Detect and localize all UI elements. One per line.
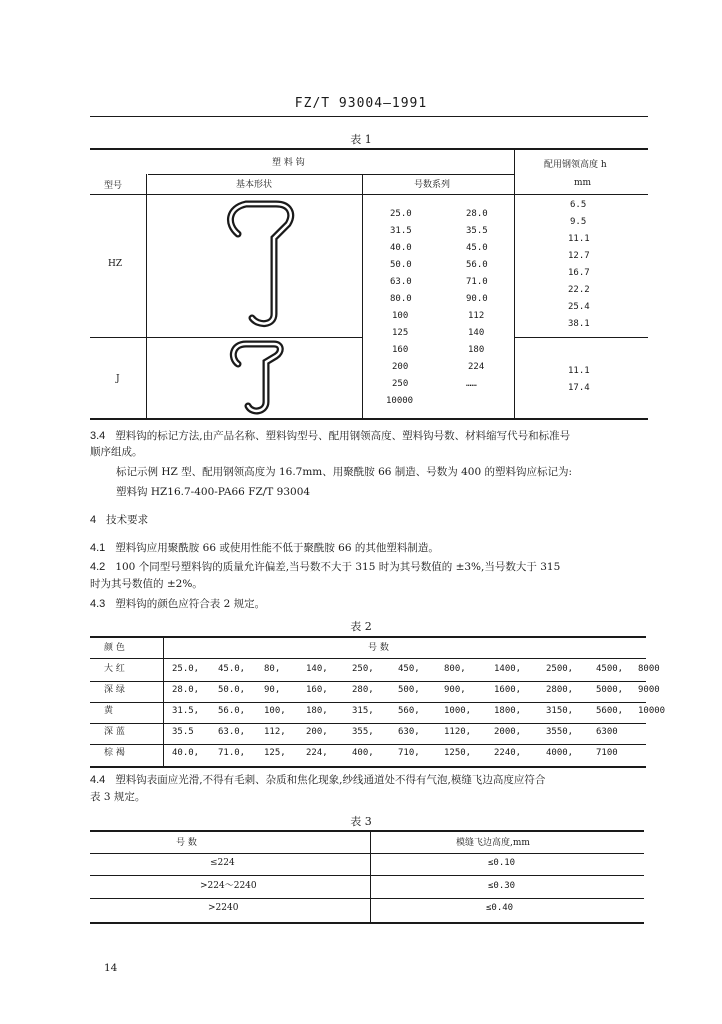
height-hz-4: 12.7 bbox=[568, 251, 590, 261]
table2-header-rule bbox=[90, 658, 646, 659]
table2-cell: 31.5, bbox=[172, 706, 200, 716]
table1-caption: 表 1 bbox=[350, 133, 372, 146]
series-left-1: 25.0 bbox=[390, 209, 412, 219]
table3-divider bbox=[370, 830, 371, 922]
sec34-text1: 塑料钩的标记方法,由产品名称、塑料钩型号、配用钢领高度、塑料钩号数、材料缩写代号和标准号 bbox=[115, 430, 571, 442]
series-right-9: 180 bbox=[468, 345, 485, 355]
sec44-number: 4.4 bbox=[90, 774, 106, 786]
table2-col-numbers: 号 数 bbox=[368, 643, 389, 653]
table1-model-divider bbox=[146, 174, 147, 418]
j-hook-shape bbox=[218, 338, 298, 420]
table2-cell: 10000 bbox=[638, 706, 666, 716]
series-left-9: 160 bbox=[392, 345, 409, 355]
table2-cell: 140, bbox=[306, 664, 328, 674]
height-hz-5: 16.7 bbox=[568, 268, 590, 278]
table3-col-flash: 模缝飞边高度,mm bbox=[456, 838, 530, 848]
series-right-6: 90.0 bbox=[466, 294, 488, 304]
table2-cell: 2800, bbox=[546, 685, 574, 695]
series-right-11: …… bbox=[466, 379, 477, 389]
table2-cell: 2000, bbox=[494, 727, 522, 737]
table1-header-rule bbox=[90, 194, 648, 195]
sec34-example: 标记示例 HZ 型、配用钢领高度为 16.7mm、用聚酰胺 66 制造、号数为 400 的塑料钩应标记为: bbox=[116, 466, 573, 478]
table1-subheader-rule bbox=[148, 174, 514, 175]
table3-bottom-rule bbox=[90, 922, 644, 924]
sec34-mark: 塑料钩 HZ16.7-400-PA66 FZ/T 93004 bbox=[116, 486, 311, 498]
model-hz: HZ bbox=[108, 259, 123, 269]
height-j-1: 11.1 bbox=[568, 366, 590, 376]
table3-row-rule-1 bbox=[90, 875, 644, 876]
table2-row-color: 深 绿 bbox=[104, 685, 125, 695]
table1-bottom-rule bbox=[90, 418, 648, 420]
sec4-title: 技术要求 bbox=[106, 514, 149, 526]
table2-row-color: 大 红 bbox=[104, 664, 125, 674]
table1-height-rule bbox=[514, 337, 648, 338]
table2-cell: 4500, bbox=[596, 664, 624, 674]
series-left-4: 50.0 bbox=[390, 260, 412, 270]
table2-row-color: 棕 褐 bbox=[104, 748, 125, 758]
sec43-line bbox=[90, 596, 265, 612]
sec34-line1 bbox=[90, 428, 650, 444]
sec34-number: 3.4 bbox=[90, 430, 106, 442]
sec41-line bbox=[90, 540, 439, 556]
table2-cell: 1600, bbox=[494, 685, 522, 695]
table3-range-2: >224～2240 bbox=[200, 881, 257, 891]
table3-top-rule bbox=[90, 830, 644, 832]
table3-value-2: ≤0.30 bbox=[488, 881, 516, 891]
model-j: J bbox=[116, 374, 120, 384]
table2-cell: 180, bbox=[306, 706, 328, 716]
table1-shape-divider bbox=[362, 174, 363, 418]
height-j-2: 17.4 bbox=[568, 383, 590, 393]
sec42-text2: 时为其号数值的 ±2%。 bbox=[90, 578, 203, 590]
hz-hook-shape bbox=[208, 196, 308, 336]
table1-col-height-unit: mm bbox=[574, 178, 592, 188]
series-left-8: 125 bbox=[392, 328, 409, 338]
series-left-2: 31.5 bbox=[390, 226, 412, 236]
table2-cell: 1000, bbox=[444, 706, 472, 716]
sec42-line1 bbox=[90, 559, 650, 575]
table2-cell: 560, bbox=[398, 706, 420, 716]
height-hz-1: 6.5 bbox=[570, 200, 587, 210]
table2-cell: 6300 bbox=[596, 727, 618, 737]
table2-cell: 1800, bbox=[494, 706, 522, 716]
table2-cell: 355, bbox=[352, 727, 374, 737]
table2-cell: 1120, bbox=[444, 727, 472, 737]
series-left-10: 200 bbox=[392, 362, 409, 372]
table3-row-rule-2 bbox=[90, 898, 644, 899]
table1-col-series: 号数系列 bbox=[414, 180, 451, 190]
table2-cell: 400, bbox=[352, 748, 374, 758]
table2-cell: 35.5 bbox=[172, 727, 194, 737]
table2-cell: 5000, bbox=[596, 685, 624, 695]
series-left-11: 250 bbox=[392, 379, 409, 389]
table2-cell: 2240, bbox=[494, 748, 522, 758]
series-right-7: 112 bbox=[468, 311, 485, 321]
table2-cell: 125, bbox=[264, 748, 286, 758]
table3-range-1: ≤224 bbox=[210, 858, 235, 868]
table2-cell: 40.0, bbox=[172, 748, 200, 758]
sec34-text2: 顺序组成。 bbox=[90, 446, 143, 458]
table2-cell: 450, bbox=[398, 664, 420, 674]
height-hz-2: 9.5 bbox=[570, 217, 587, 227]
height-hz-8: 38.1 bbox=[568, 319, 590, 329]
sec41-number: 4.1 bbox=[90, 542, 106, 554]
series-right-3: 45.0 bbox=[466, 243, 488, 253]
table2-cell: 8000 bbox=[638, 664, 660, 674]
table2-caption: 表 2 bbox=[350, 620, 372, 633]
table2-cell: 224, bbox=[306, 748, 328, 758]
table2-row-color: 黄 bbox=[104, 706, 114, 716]
table2-cell: 100, bbox=[264, 706, 286, 716]
table2-cell: 80, bbox=[264, 664, 281, 674]
table2-bottom-rule bbox=[90, 766, 646, 768]
table2-cell: 1400, bbox=[494, 664, 522, 674]
sec4-number: 4 bbox=[90, 514, 97, 526]
header-rule bbox=[90, 116, 648, 117]
table2-cell: 2500, bbox=[546, 664, 574, 674]
table2-cell: 63.0, bbox=[218, 727, 246, 737]
table2-cell: 90, bbox=[264, 685, 281, 695]
height-hz-3: 11.1 bbox=[568, 234, 590, 244]
sec44-text1: 塑料钩表面应光滑,不得有毛刺、杂质和焦化现象,纱线通道处不得有气泡,模缝飞边高度应符合 bbox=[115, 774, 546, 786]
table3-col-numbers: 号 数 bbox=[176, 838, 197, 848]
series-right-1: 28.0 bbox=[466, 209, 488, 219]
table2-cell: 4000, bbox=[546, 748, 574, 758]
table3-value-1: ≤0.10 bbox=[488, 858, 516, 868]
table2-cell: 112, bbox=[264, 727, 286, 737]
table2-row-rule bbox=[90, 702, 646, 703]
series-right-8: 140 bbox=[468, 328, 485, 338]
height-hz-7: 25.4 bbox=[568, 302, 590, 312]
table1-col-model: 型号 bbox=[104, 181, 123, 191]
series-right-5: 71.0 bbox=[466, 277, 488, 287]
standard-header: FZ/T 93004—1991 bbox=[294, 96, 428, 111]
table1-divider bbox=[514, 148, 515, 418]
series-left-12: 10000 bbox=[386, 396, 414, 406]
table2-row-rule bbox=[90, 723, 646, 724]
table2-row-rule bbox=[90, 744, 646, 745]
table2-top-rule bbox=[90, 636, 646, 638]
table2-row-rule bbox=[90, 681, 646, 682]
sec44-text2: 表 3 规定。 bbox=[90, 791, 146, 803]
table2-cell: 56.0, bbox=[218, 706, 246, 716]
series-right-4: 56.0 bbox=[466, 260, 488, 270]
series-left-7: 100 bbox=[392, 311, 409, 321]
sec41-text: 塑料钩应用聚酰胺 66 或使用性能不低于聚酰胺 66 的其他塑料制造。 bbox=[115, 542, 439, 554]
series-right-10: 224 bbox=[468, 362, 485, 372]
table1-group-header: 塑 料 钩 bbox=[272, 158, 305, 168]
table2-cell: 250, bbox=[352, 664, 374, 674]
table2-row-color: 深 蓝 bbox=[104, 727, 125, 737]
table2-cell: 3550, bbox=[546, 727, 574, 737]
table2-cell: 800, bbox=[444, 664, 466, 674]
table2-cell: 5600, bbox=[596, 706, 624, 716]
series-right-2: 35.5 bbox=[466, 226, 488, 236]
table2-cell: 45.0, bbox=[218, 664, 246, 674]
table3-range-3: >2240 bbox=[208, 903, 239, 913]
table1-col-height: 配用钢领高度 h bbox=[544, 160, 607, 170]
table2-col-color: 颜 色 bbox=[104, 643, 125, 653]
table2-color-divider bbox=[163, 636, 164, 766]
height-hz-6: 22.2 bbox=[568, 285, 590, 295]
table2-cell: 315, bbox=[352, 706, 374, 716]
sec43-number: 4.3 bbox=[90, 598, 106, 610]
table3-caption: 表 3 bbox=[350, 815, 372, 828]
table2-cell: 7100 bbox=[596, 748, 618, 758]
table2-cell: 710, bbox=[398, 748, 420, 758]
sec42-number: 4.2 bbox=[90, 561, 106, 573]
sec44-line1 bbox=[90, 772, 650, 788]
table2-cell: 500, bbox=[398, 685, 420, 695]
table2-cell: 1250, bbox=[444, 748, 472, 758]
table2-cell: 25.0, bbox=[172, 664, 200, 674]
sec42-text1: 100 个同型号塑料钩的质量允许偏差,当号数不大于 315 时为其号数值的 ±3%,当号数大于 315 bbox=[115, 561, 561, 573]
table2-cell: 160, bbox=[306, 685, 328, 695]
table2-cell: 28.0, bbox=[172, 685, 200, 695]
series-left-5: 63.0 bbox=[390, 277, 412, 287]
table2-cell: 9000 bbox=[638, 685, 660, 695]
table3-header-rule bbox=[90, 853, 644, 854]
sec43-text: 塑料钩的颜色应符合表 2 规定。 bbox=[115, 598, 266, 610]
series-left-6: 80.0 bbox=[390, 294, 412, 304]
table2-cell: 71.0, bbox=[218, 748, 246, 758]
table2-cell: 3150, bbox=[546, 706, 574, 716]
table2-cell: 280, bbox=[352, 685, 374, 695]
table2-cell: 200, bbox=[306, 727, 328, 737]
table1-top-rule bbox=[90, 148, 648, 150]
table2-cell: 900, bbox=[444, 685, 466, 695]
table2-cell: 630, bbox=[398, 727, 420, 737]
sec4-heading bbox=[90, 512, 148, 528]
series-left-3: 40.0 bbox=[390, 243, 412, 253]
table1-col-shape: 基本形状 bbox=[236, 180, 273, 190]
table3-value-3: ≤0.40 bbox=[486, 903, 514, 913]
table2-cell: 50.0, bbox=[218, 685, 246, 695]
page-number: 14 bbox=[104, 962, 118, 974]
